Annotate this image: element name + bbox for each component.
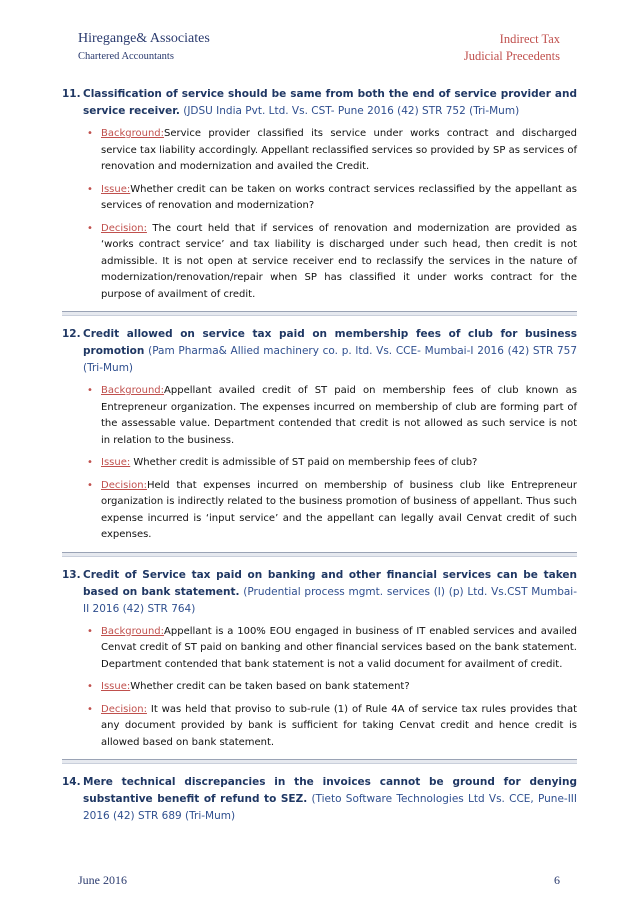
bullet-decision	[83, 702, 577, 752]
bullet-issue	[83, 455, 577, 472]
page-header	[78, 30, 560, 62]
item-number: 13.	[62, 568, 81, 581]
page-footer	[78, 873, 560, 888]
bullet-label: Background:	[101, 128, 165, 139]
bullet-issue	[83, 182, 577, 215]
item-heading	[83, 86, 577, 120]
item-title: Mere technical discrepancies in the invoices cannot be ground for denying substantive benefit of refund to SEZ.	[83, 776, 577, 805]
bullet-label: Issue:	[101, 681, 131, 692]
item-citation: (Prudential process mgmt. services (I) (p) Ltd. Vs.CST Mumbai-II 2016 (42) STR 764)	[83, 585, 578, 615]
bullet-label: Issue:	[101, 183, 131, 195]
bullet-text: Appellant availed credit of ST paid on membership fees of club known as Entrepreneur organization. The expenses incurred on membership of club are forming part of the assessable value. Department contended that credit is not allowed as such service is not in relation to the business.	[101, 385, 577, 446]
judgment-item	[62, 86, 577, 303]
bullet-text: Whether credit can be taken on works contract services reclassified by the appellant as services of renovation and modernization?	[101, 183, 577, 211]
item-citation: (Tieto Software Technologies Ltd Vs. CCE, Pune-III 2016 (42) STR 689 (Tri-Mum)	[83, 793, 577, 822]
bullet-label: Decision:	[101, 222, 147, 234]
bullet-label: Background:	[101, 385, 165, 396]
bullet-text: It was held that proviso to sub-rule (1) of Rule 4A of service tax rules provides that any document provided by bank is sufficient for taking Cenvat credit and hence credit is allowed based on bank statement.	[101, 703, 577, 748]
header-right	[464, 30, 560, 64]
bullet-background	[83, 624, 577, 674]
item-heading	[83, 326, 577, 377]
firm-subtitle: Chartered Accountants	[78, 51, 174, 62]
bullet-issue	[83, 679, 577, 696]
footer-date: June 2016	[78, 873, 127, 887]
section-divider	[62, 311, 577, 316]
bullet-text: The court held that if services of renovation and modernization are provided as ‘works contract service’ and tax liability is discharged under such head, then credit is not admissible. It is not open at service receiver end to reclassify the services in the nature of modernization/renovation/repair when SP has classified it under works contract for the purpose of availment of credit.	[101, 222, 577, 300]
bullet-decision	[83, 478, 577, 544]
item-title: Credit allowed on service tax paid on membership fees of club for business promotion	[83, 328, 577, 357]
item-bullets	[83, 383, 577, 544]
item-number: 11.	[62, 88, 81, 100]
page-number: 6	[554, 873, 560, 887]
item-heading	[83, 567, 577, 618]
bullet-label: Decision:	[101, 479, 147, 491]
section-name: Indirect Tax	[499, 32, 560, 46]
bullet-icon: •	[87, 681, 93, 692]
bullet-text: Service provider classified its service under works contract and discharged service tax liability accordingly. Appellant reclassified services so provided by SP as services of renovation and modernization and availed the Credit.	[101, 128, 577, 172]
bullet-text: Whether credit is admissible of ST paid on membership fees of club?	[130, 457, 478, 468]
item-bullets	[83, 126, 577, 303]
judgment-item	[62, 326, 577, 544]
item-title: Credit of Service tax paid on banking and other financial services can be taken based on bank statement.	[83, 568, 577, 598]
bullet-icon: •	[87, 183, 93, 195]
item-number: 12.	[62, 328, 81, 340]
category-name: Judicial Precedents	[463, 49, 560, 63]
item-citation: (JDSU India Pvt. Ltd. Vs. CST- Pune 2016 (42) STR 752 (Tri-Mum)	[183, 105, 520, 117]
item-heading	[83, 774, 577, 825]
bullet-icon: •	[87, 703, 93, 715]
bullet-icon: •	[87, 128, 93, 139]
bullet-background	[83, 126, 577, 176]
judgments-list	[62, 86, 577, 825]
judgment-item	[62, 567, 577, 752]
bullet-text: Whether credit can be taken based on bank statement?	[130, 681, 410, 692]
section-divider	[62, 552, 577, 557]
bullet-text: Appellant is a 100% EOU engaged in business of IT enabled services and availed Cenvat credit of ST paid on banking and other financial services based on the bank statement. Department contended that bank statement is not a valid document for availment of credit.	[101, 625, 577, 670]
item-number: 14.	[62, 776, 81, 788]
judgment-item	[62, 774, 577, 825]
bullet-label: Issue:	[101, 457, 131, 468]
bullet-icon: •	[87, 625, 93, 637]
bullet-icon: •	[87, 222, 93, 234]
bullet-text: Held that expenses incurred on membership of business club like Entrepreneur organization is indirectly related to the business promotion of business of appellant. Thus such expense incurred is ‘input service’ and the appellant can legally avail Cenvat credit of such expenses.	[101, 479, 577, 540]
section-divider	[62, 759, 577, 764]
firm-name: Hiregange& Associates	[78, 31, 210, 46]
bullet-label: Background:	[101, 625, 165, 637]
bullet-icon: •	[87, 457, 93, 468]
item-citation: (Pam Pharma& Allied machinery co. p. ltd. Vs. CCE- Mumbai-I 2016 (42) STR 757 (Tri-Mum)	[83, 345, 577, 374]
item-bullets	[83, 624, 577, 752]
bullet-icon: •	[87, 385, 93, 396]
bullet-background	[83, 383, 577, 449]
bullet-decision	[83, 221, 577, 304]
item-title: Classification of service should be same from both the end of service provider and service receiver.	[83, 88, 577, 117]
bullet-label: Decision:	[101, 703, 147, 715]
bullet-icon: •	[87, 479, 93, 491]
